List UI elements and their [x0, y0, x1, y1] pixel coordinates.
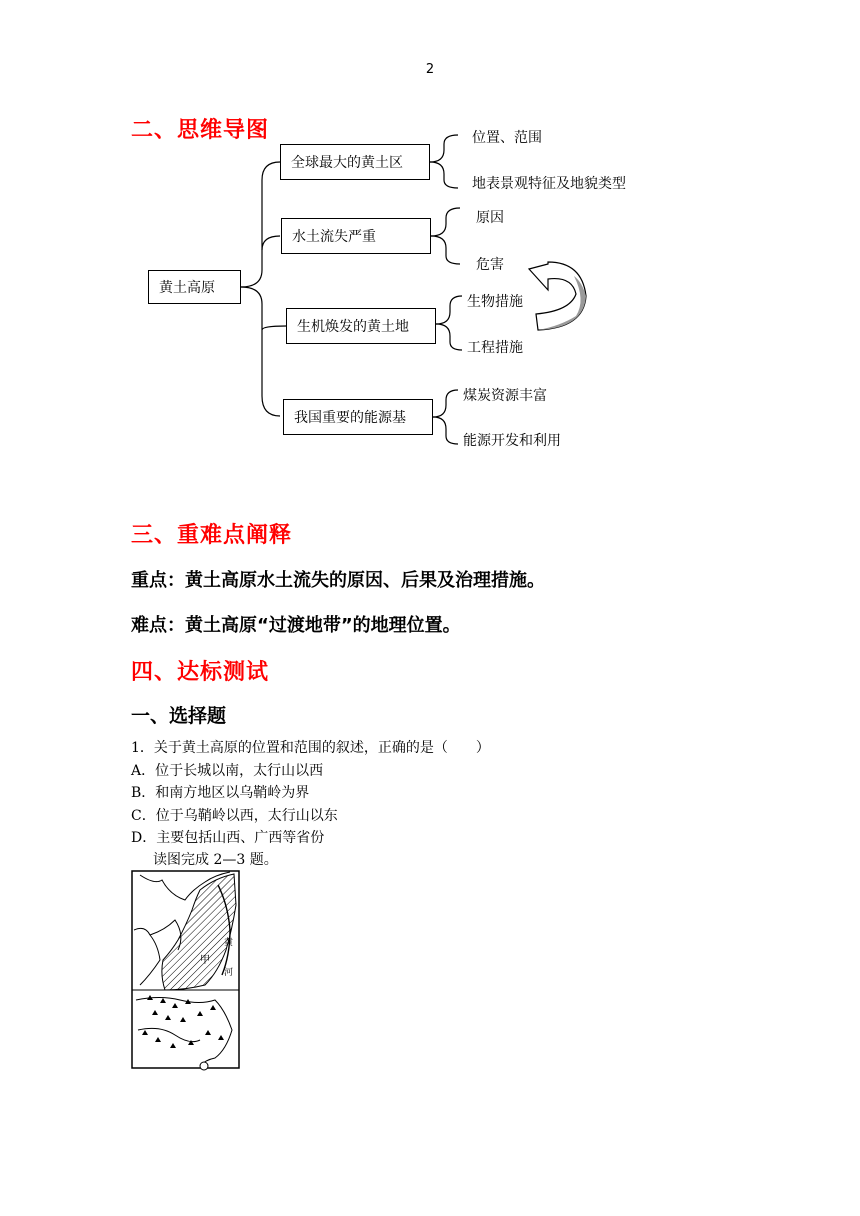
- mindmap-branch-2: 水土流失严重: [281, 218, 431, 254]
- map-label-region: 甲: [200, 955, 210, 966]
- question-1-option-a: A．位于长城以南，太行山以西: [131, 763, 324, 779]
- question-1-option-b: B．和南方地区以乌鞘岭为界: [131, 785, 310, 801]
- key-point: 重点：黄土高原水土流失的原因、后果及治理措施。: [131, 570, 545, 591]
- question-1-option-d: D．主要包括山西、广西等省份: [131, 830, 325, 846]
- subsection-title: 一、选择题: [131, 705, 227, 727]
- mindmap-leaf-3-1: 生物措施: [467, 294, 523, 310]
- mindmap-root: 黄土高原: [148, 270, 241, 304]
- section-title-keypoints: 三、重难点阐释: [131, 523, 293, 548]
- mindmap-leaf-2-2: 危害: [476, 257, 504, 273]
- question-1-option-c: C．位于乌鞘岭以西，太行山以东: [131, 808, 338, 824]
- difficult-point: 难点：黄土高原“过渡地带”的地理位置。: [131, 615, 461, 636]
- mindmap-leaf-1-1: 位置、范围: [472, 130, 542, 146]
- page-number: 2: [425, 62, 435, 77]
- mindmap-branch-1: 全球最大的黄土区: [280, 144, 430, 180]
- mindmap-leaf-1-2: 地表景观特征及地貌类型: [472, 176, 626, 192]
- section-title-mindmap: 二、思维导图: [131, 118, 270, 143]
- section-title-test: 四、达标测试: [131, 660, 270, 685]
- mindmap-branch-4: 我国重要的能源基: [283, 399, 433, 435]
- map-label-river-2: 河: [224, 968, 234, 978]
- mindmap-leaf-4-2: 能源开发和利用: [463, 433, 561, 449]
- mindmap-leaf-4-1: 煤炭资源丰富: [463, 388, 547, 404]
- mindmap-leaf-3-2: 工程措施: [467, 340, 523, 356]
- read-map-instruction: 读图完成 2—3 题。: [153, 852, 278, 868]
- mindmap-branch-3: 生机焕发的黄土地: [286, 308, 436, 344]
- map-label-river-1: 黄: [224, 938, 234, 948]
- mindmap-leaf-2-1: 原因: [476, 210, 504, 226]
- question-1-stem: 1．关于黄土高原的位置和范围的叙述，正确的是（ ）: [131, 740, 490, 756]
